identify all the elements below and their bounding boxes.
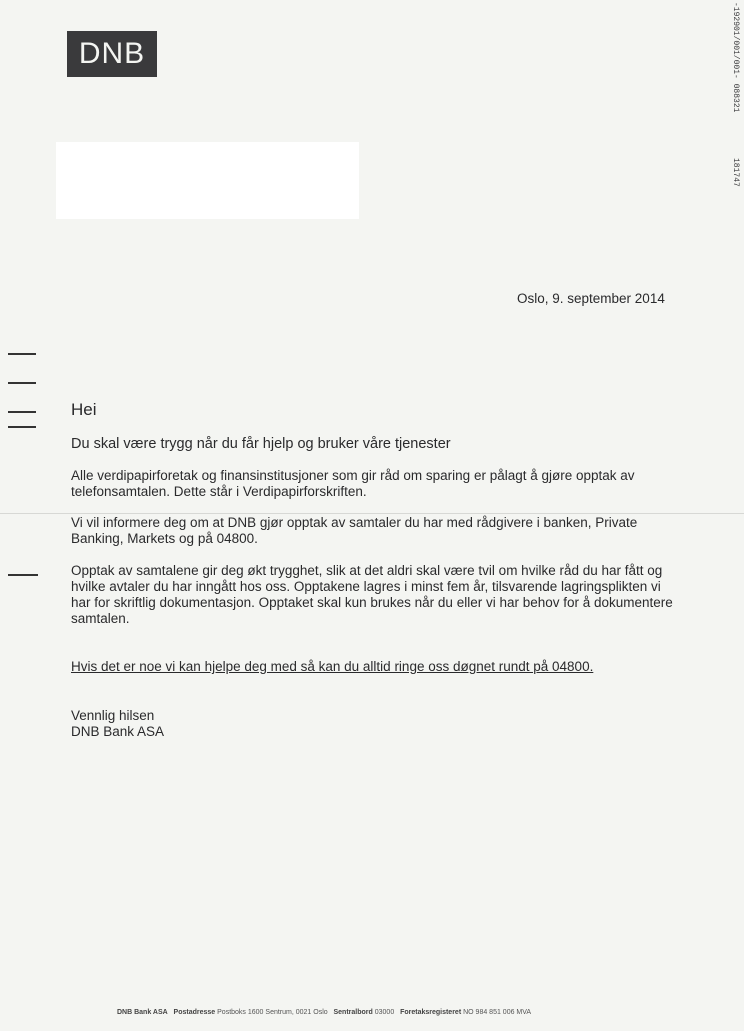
redacted-address-box	[56, 142, 359, 219]
fold-mark	[8, 574, 38, 576]
dnb-logo: DNB	[67, 31, 157, 77]
letter-date: Oslo, 9. september 2014	[517, 291, 665, 306]
footer-registry-label: Foretaksregisteret	[400, 1009, 462, 1016]
footer	[117, 1009, 531, 1016]
paragraph: Alle verdipapirforetak og finansinstitusjoner som gir råd om sparing er pålagt å gjøre opptak av telefonsamtalen. Dette står i Verdipapirforskriften.	[71, 468, 635, 499]
paragraph: Vi vil informere deg om at DNB gjør opptak av samtaler du har med rådgivere i banken, Private Banking, Markets og på 04800.	[71, 515, 638, 546]
hotline-text: Hvis det er noe vi kan hjelpe deg med så kan du alltid ringe oss døgnet rundt på 04800.	[71, 659, 594, 674]
fold-mark	[8, 382, 36, 384]
letter-heading: Du skal være trygg når du får hjelp og bruker våre tjenester	[71, 436, 451, 452]
footer-registry-value: NO 984 851 006 MVA	[463, 1009, 532, 1016]
footer-switchboard-label: Sentralbord	[333, 1009, 373, 1016]
footer-postal-value: Postboks 1600 Sentrum, 0021 Oslo	[217, 1009, 328, 1016]
footer-postal-label: Postadresse	[173, 1009, 216, 1016]
closing-greeting: Vennlig hilsen	[71, 708, 155, 723]
paragraph: Opptak av samtalene gir deg økt trygghet, slik at det aldri skal være tvil om hvilke råd du har fått og hvilke avtaler du har inngått hos oss. Opptakene lagres i minst fem år, tilsvarende lagringsplikten vi har for skriftlig dokumentasjon. Opptaket skal kun brukes når du eller vi har behov for å dokumentere samtalen.	[71, 563, 673, 626]
signature-company: DNB Bank ASA	[71, 724, 165, 739]
fold-mark	[8, 353, 36, 355]
reference-code: -192901/001/001- 088321	[731, 2, 740, 113]
closing	[71, 708, 681, 740]
footer-company: DNB Bank ASA	[117, 1009, 168, 1016]
fold-mark	[8, 411, 36, 413]
document-number: 181747	[731, 158, 740, 187]
paper-crease	[0, 513, 744, 514]
greeting: Hei	[71, 400, 97, 419]
fold-mark	[8, 426, 36, 428]
footer-switchboard-value: 03000	[374, 1009, 395, 1016]
